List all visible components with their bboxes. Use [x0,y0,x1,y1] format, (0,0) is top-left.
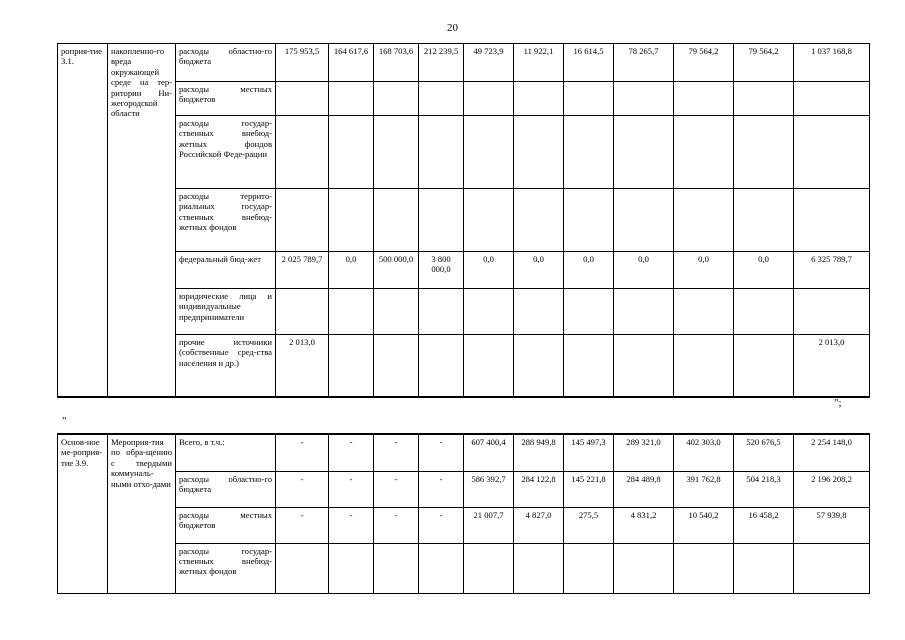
value-cell: 49 723,9 [464,44,514,82]
value-cell [374,189,419,252]
funding-source-cell: расходы областно-го бюджета [176,471,276,507]
value-cell [564,289,614,335]
value-cell: 0,0 [614,252,674,289]
value-cell: 500 000,0 [374,252,419,289]
value-cell [374,289,419,335]
value-cell [464,189,514,252]
value-cell: - [276,471,329,507]
value-cell [514,543,564,593]
value-cell: - [276,507,329,543]
value-cell [614,82,674,116]
value-cell [734,116,794,189]
value-cell: 586 392,7 [464,471,514,507]
value-cell: - [419,471,464,507]
value-cell: - [374,434,419,471]
value-cell: 145 221,8 [564,471,614,507]
value-cell: 212 239,5 [419,44,464,82]
value-cell: 2 013,0 [276,335,329,397]
value-cell [564,116,614,189]
value-cell [276,116,329,189]
value-cell [794,116,870,189]
value-cell: 0,0 [674,252,734,289]
value-cell: 2 254 148,0 [794,434,870,471]
value-cell: 391 762,8 [674,471,734,507]
value-cell [464,116,514,189]
value-cell: 2 025 789,7 [276,252,329,289]
value-cell: - [419,507,464,543]
table-row [58,82,870,116]
value-cell: - [374,507,419,543]
value-cell: - [329,434,374,471]
value-cell [419,82,464,116]
value-cell [276,189,329,252]
value-cell [564,335,614,397]
value-cell: 0,0 [329,252,374,289]
value-cell [614,335,674,397]
table-row [58,189,870,252]
funding-source-cell: федеральный бюд-жет [176,252,276,289]
value-cell [734,289,794,335]
value-cell: 79 564,2 [674,44,734,82]
value-cell [734,543,794,593]
value-cell [514,116,564,189]
value-cell: - [374,471,419,507]
value-cell [419,335,464,397]
value-cell [464,82,514,116]
value-cell [614,543,674,593]
value-cell [374,116,419,189]
value-cell: - [276,434,329,471]
value-cell: 0,0 [464,252,514,289]
value-cell [419,189,464,252]
value-cell [276,543,329,593]
funding-source-cell: расходы местных бюджетов [176,507,276,543]
page-number: 20 [447,22,458,34]
value-cell [329,116,374,189]
value-cell: 2 013,0 [794,335,870,397]
value-cell: 175 953,5 [276,44,329,82]
value-cell: 504 218,3 [734,471,794,507]
value-cell [674,289,734,335]
opening-quote: " [62,415,67,427]
value-cell [464,289,514,335]
value-cell: 6 325 789,7 [794,252,870,289]
value-cell: 0,0 [564,252,614,289]
value-cell [564,189,614,252]
value-cell [564,82,614,116]
value-cell: 1 037 168,8 [794,44,870,82]
value-cell [329,189,374,252]
value-cell: 520 676,5 [734,434,794,471]
value-cell: 4 831,2 [614,507,674,543]
value-cell [374,82,419,116]
value-cell: 79 564,2 [734,44,794,82]
value-cell: 275,5 [564,507,614,543]
value-cell [794,82,870,116]
value-cell: - [419,434,464,471]
value-cell [794,289,870,335]
value-cell [276,82,329,116]
measure-number-cell: Основ-ное ме-роприя-тие 3.9. [58,434,108,593]
table-row [58,507,870,543]
value-cell [734,82,794,116]
funding-table-measure-3-1 [57,43,870,398]
value-cell: 16 614,5 [564,44,614,82]
value-cell: 288 949,8 [514,434,564,471]
value-cell: 10 540,2 [674,507,734,543]
value-cell [419,116,464,189]
value-cell: 145 497,3 [564,434,614,471]
value-cell [464,335,514,397]
value-cell [329,543,374,593]
table-row [58,44,870,82]
funding-source-cell: Всего, в т.ч.: [176,434,276,471]
table-row [58,471,870,507]
funding-source-cell: расходы государ-ственных внебюд-жетных фондов Российской Феде-рации [176,116,276,189]
value-cell: 57 939,8 [794,507,870,543]
funding-table-measure-3-9 [57,433,870,594]
value-cell [734,189,794,252]
value-cell: 4 827,0 [514,507,564,543]
value-cell [329,335,374,397]
value-cell [514,289,564,335]
value-cell: - [329,471,374,507]
value-cell [734,335,794,397]
value-cell [419,543,464,593]
value-cell [674,335,734,397]
measure-number-cell: роприя-тие 3.1. [58,44,108,397]
measure-title-cell: накопленно-го вреда окружающей среде на тер-ритории Ни-жегородской области [108,44,176,397]
value-cell: 78 265,7 [614,44,674,82]
value-cell: 21 007,7 [464,507,514,543]
funding-source-cell: расходы государ-ственных внебюд-жетных фондов [176,543,276,593]
value-cell [674,189,734,252]
value-cell: - [329,507,374,543]
value-cell [329,289,374,335]
value-cell [614,189,674,252]
funding-source-cell: расходы областно-го бюджета [176,44,276,82]
value-cell: 164 617,6 [329,44,374,82]
measure-title-cell: Мероприя-тия по обра-щению с твердыми коммуналь-ными отхо-дами [108,434,176,593]
value-cell [564,543,614,593]
value-cell [794,543,870,593]
value-cell [674,116,734,189]
value-cell: 3 800 000,0 [419,252,464,289]
value-cell: 284 489,8 [614,471,674,507]
value-cell [794,189,870,252]
value-cell [329,82,374,116]
closing-quote: "; [834,397,842,409]
value-cell: 607 400,4 [464,434,514,471]
value-cell [614,116,674,189]
table-row [58,289,870,335]
value-cell [374,335,419,397]
value-cell [514,335,564,397]
value-cell: 16 458,2 [734,507,794,543]
table-row [58,543,870,593]
value-cell [514,82,564,116]
value-cell: 0,0 [734,252,794,289]
funding-source-cell: юридические лица и индивидуальные предприниматели [176,289,276,335]
funding-source-cell: расходы местных бюджетов [176,82,276,116]
table-row [58,335,870,397]
value-cell [514,189,564,252]
funding-source-cell: расходы террито-риальных государ-ственных внебюд-жетных фондов [176,189,276,252]
table-row [58,116,870,189]
value-cell: 2 196 208,2 [794,471,870,507]
table-row [58,434,870,471]
value-cell [276,289,329,335]
value-cell [464,543,514,593]
value-cell [674,543,734,593]
value-cell: 0,0 [514,252,564,289]
value-cell: 289 321,0 [614,434,674,471]
value-cell [374,543,419,593]
value-cell: 402 303,0 [674,434,734,471]
value-cell [674,82,734,116]
value-cell: 168 703,6 [374,44,419,82]
value-cell: 284 122,8 [514,471,564,507]
table-row [58,252,870,289]
value-cell [419,289,464,335]
value-cell [614,289,674,335]
funding-source-cell: прочие источники (собственные сред-ства населения и др.) [176,335,276,397]
value-cell: 11 922,1 [514,44,564,82]
